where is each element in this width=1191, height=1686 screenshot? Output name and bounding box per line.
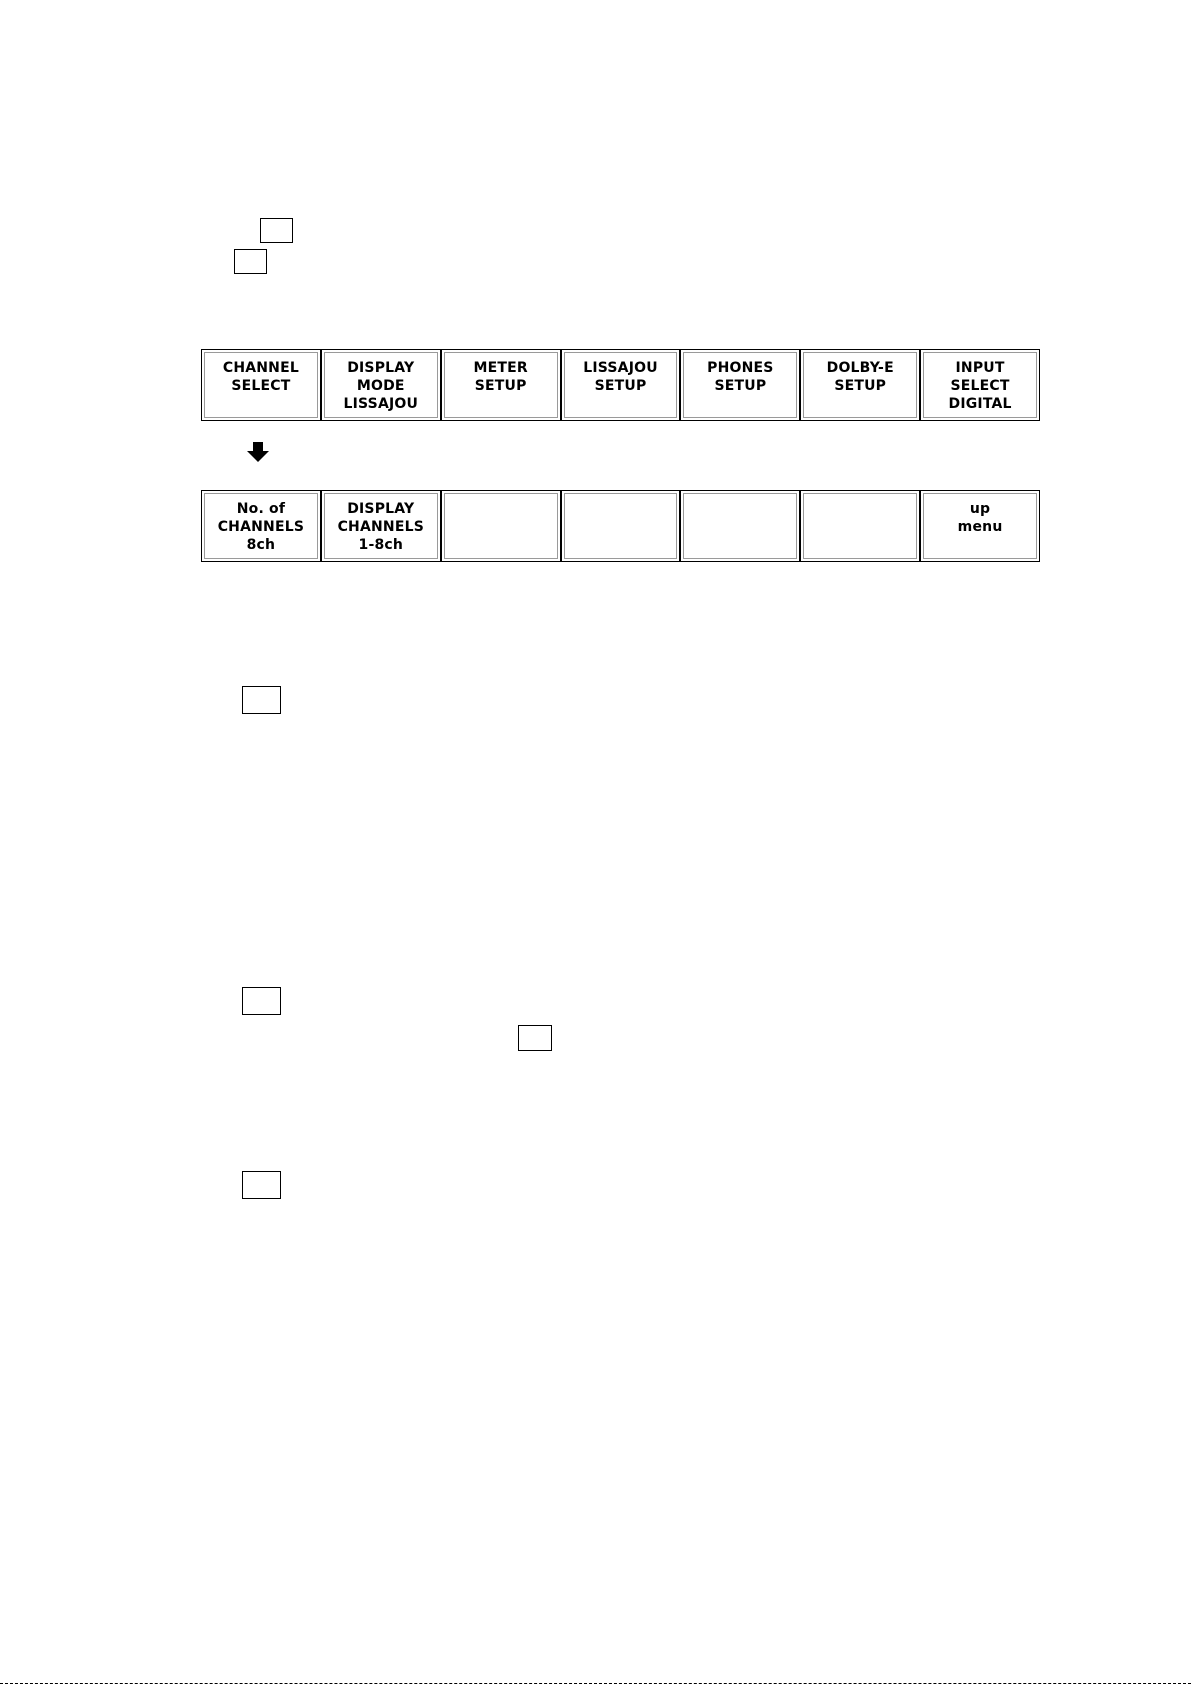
blank-function-key[interactable] [800, 490, 920, 562]
blank-function-key[interactable] [680, 490, 800, 562]
key-placeholder-box [518, 1025, 552, 1051]
phones-setup-key[interactable] [680, 349, 800, 421]
fkey-label: No. of CHANNELS 8ch [217, 501, 305, 553]
number-of-channels-key[interactable] [201, 490, 321, 562]
fkey-label: DOLBY-E SETUP [826, 360, 894, 394]
top-function-menu [201, 349, 1040, 421]
fkey-label: DISPLAY CHANNELS 1-8ch [337, 501, 424, 553]
blank-function-key[interactable] [561, 490, 681, 562]
fkey-label: INPUT SELECT DIGITAL [948, 360, 1012, 412]
fkey-label: up menu [957, 501, 1003, 535]
input-select-key[interactable] [920, 349, 1040, 421]
channel-select-submenu [201, 490, 1040, 562]
fkey-label: PHONES SETUP [707, 360, 774, 394]
blank-function-key[interactable] [441, 490, 561, 562]
meter-setup-key[interactable] [441, 349, 561, 421]
channel-select-key[interactable] [201, 349, 321, 421]
key-placeholder-box [260, 218, 293, 243]
up-menu-key[interactable] [920, 490, 1040, 562]
fkey-label: CHANNEL SELECT [222, 360, 299, 394]
display-mode-key[interactable] [321, 349, 441, 421]
key-placeholder-box [242, 686, 281, 714]
key-placeholder-box [242, 1171, 281, 1199]
down-arrow-icon [246, 440, 270, 464]
display-channels-key[interactable] [321, 490, 441, 562]
fkey-label: DISPLAY MODE LISSAJOU [343, 360, 419, 412]
key-placeholder-box [234, 249, 267, 274]
fkey-label: LISSAJOU SETUP [583, 360, 658, 394]
key-placeholder-box [242, 987, 281, 1015]
fkey-label: METER SETUP [473, 360, 528, 394]
dolby-e-setup-key[interactable] [800, 349, 920, 421]
lissajou-setup-key[interactable] [561, 349, 681, 421]
